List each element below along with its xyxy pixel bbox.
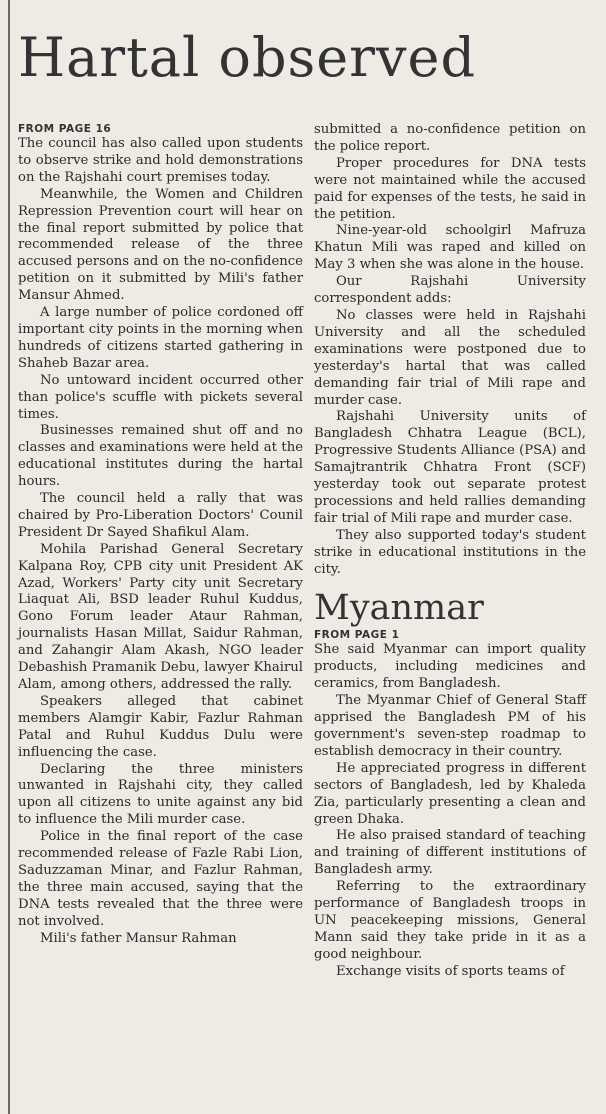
left-column: [18, 122, 303, 948]
column-rule: [8, 0, 10, 1114]
paragraph: Exchange visits of sports teams of: [336, 963, 565, 979]
subheadline: Myanmar: [314, 588, 484, 629]
paragraph: Declaring the three ministers unwanted in Rajshahi city, they called upon all citizens to unite against any bid to influence the Mili murder case.: [18, 761, 303, 828]
right-column: [314, 122, 586, 981]
paragraph: A large number of police cordoned off important city points in the morning when hundreds of citizens started gathering in Shaheb Bazar area.: [18, 305, 303, 371]
paragraph: Mohila Parishad General Secretary Kalpana Roy, CPB city unit President AK Azad, Workers' Party city unit Secretary Liaquat Ali, BSD leader Ruhul Kuddus, Gono Forum leader Ataur Rahman, journalists Hasan Millat, Saidur Rahman, and Zahangir Alam Akash, NGO leader Debashish Pramanik Debu, lawyer Khairul Alam, among others, addressed the rally.: [18, 541, 303, 692]
paragraph: Speakers alleged that cabinet members Alamgir Kabir, Fazlur Rahman Patal and Ruhul Kuddus Dulu were influencing the case.: [18, 693, 303, 760]
paragraph: Rajshahi University units of Bangladesh Chhatra League (BCL), Progressive Students Alliance (PSA) and Samajtrantrik Chhatra Front (SCF) yesterday took out separate protest processions and held rallies demanding fair trial of Mili rape and murder case.: [314, 409, 586, 526]
paragraph: He also praised standard of teaching and training of different institutions of Bangladesh army.: [314, 828, 586, 878]
paragraph: No classes were held in Rajshahi University and all the scheduled examinations were postponed due to yesterday's hartal that was called demanding fair trial of Mili rape and murder case.: [314, 307, 586, 408]
paragraph: He appreciated progress in different sectors of Bangladesh, led by Khaleda Zia, particularly presenting a clean and green Dhaka.: [314, 760, 586, 827]
paragraph: The council held a rally that was chaired by Pro-Liberation Doctors' Counil President Dr Sayed Shafikul Alam.: [18, 491, 303, 540]
paragraph: She said Myanmar can import quality products, including medicines and ceramics, from Bangladesh.: [314, 642, 586, 692]
continued-paragraph: submitted a no-confidence petition on the police report.: [314, 122, 586, 154]
paragraph: Businesses remained shut off and no classes and examinations were held at the educational institutes during the hartal hours.: [18, 423, 303, 490]
paragraph: Meanwhile, the Women and Children Repression Prevention court will hear on the final report submitted by police that recommended release of the three accused persons and on the no-confidence petition on it submitted by Mili's father Mansur Ahmed.: [18, 186, 303, 304]
paragraph: Mili's father Mansur Rahman: [40, 930, 237, 946]
paragraph: The Myanmar Chief of General Staff apprised the Bangladesh PM of his government's seven-step roadmap to establish democracy in their country.: [314, 693, 586, 759]
paragraph: They also supported today's student strike in educational institutions in the city.: [314, 527, 586, 577]
paragraph: No untoward incident occurred other than police's scuffle with pickets several times.: [18, 372, 303, 422]
headline: Hartal observed: [18, 26, 477, 89]
paragraph: Referring to the extraordinary performance of Bangladesh troops in UN peacekeeping missions, General Mann said they take pride in it as a good neighbour.: [314, 879, 586, 962]
paragraph: Proper procedures for DNA tests were not maintained while the accused paid for expenses of the tests, he said in the petition.: [314, 155, 586, 222]
paragraph: The council has also called upon students to observe strike and hold demonstrations on the Rajshahi court premises today.: [18, 136, 303, 185]
kicker-from-page: FROM PAGE 1: [314, 629, 400, 642]
paragraph: Nine-year-old schoolgirl Mafruza Khatun Mili was raped and killed on May 3 when she was alone in the house.: [314, 223, 586, 273]
paragraph: Police in the final report of the case recommended release of Fazle Rabi Lion, Saduzzaman Minar, and Fazlur Rahman, the three main accused, saying that the DNA tests revealed that the three were not involved.: [18, 829, 303, 929]
kicker-from-page: FROM PAGE 16: [18, 123, 112, 135]
paragraph: Our Rajshahi University correspondent adds:: [314, 274, 586, 307]
